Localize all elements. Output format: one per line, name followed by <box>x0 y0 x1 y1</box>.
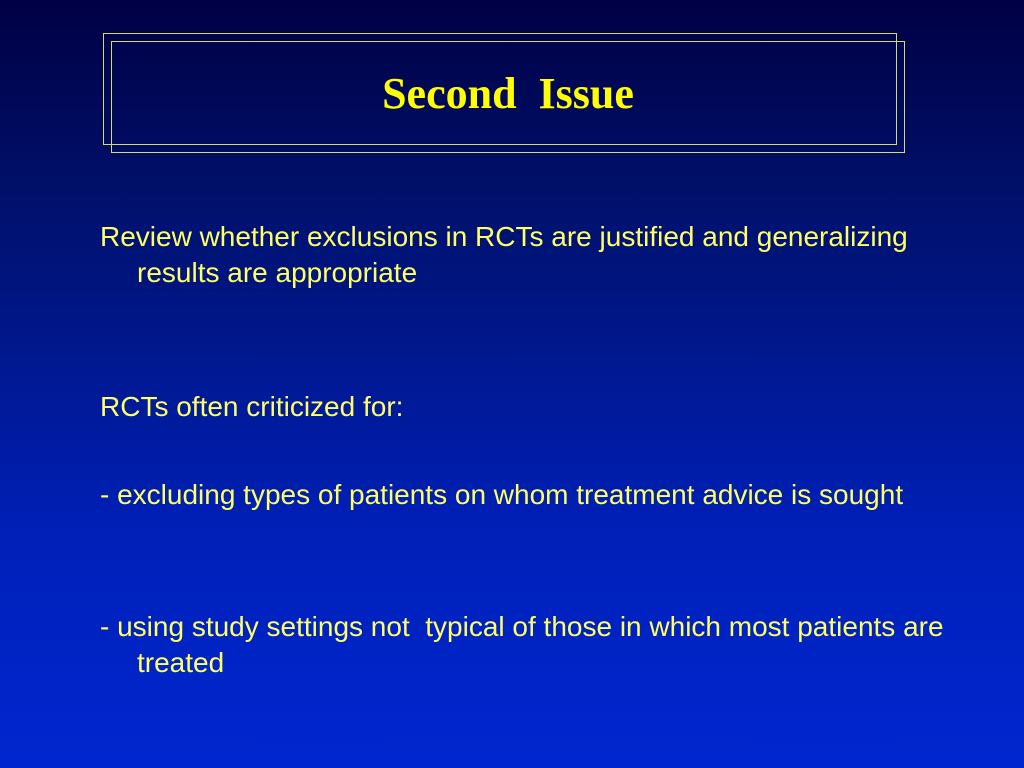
body-paragraph-settings: - using study settings not typical of those in which most patients are treated <box>100 611 952 678</box>
body-paragraph-criticized: RCTs often criticized for: <box>100 391 404 422</box>
body-paragraph-excluding: - excluding types of patients on whom treatment advice is sought <box>100 479 904 510</box>
title-frame <box>103 33 897 145</box>
body-paragraph-review: Review whether exclusions in RCTs are justified and generalizing results are appropriate <box>100 221 916 288</box>
slide-title: Second Issue <box>382 68 634 118</box>
